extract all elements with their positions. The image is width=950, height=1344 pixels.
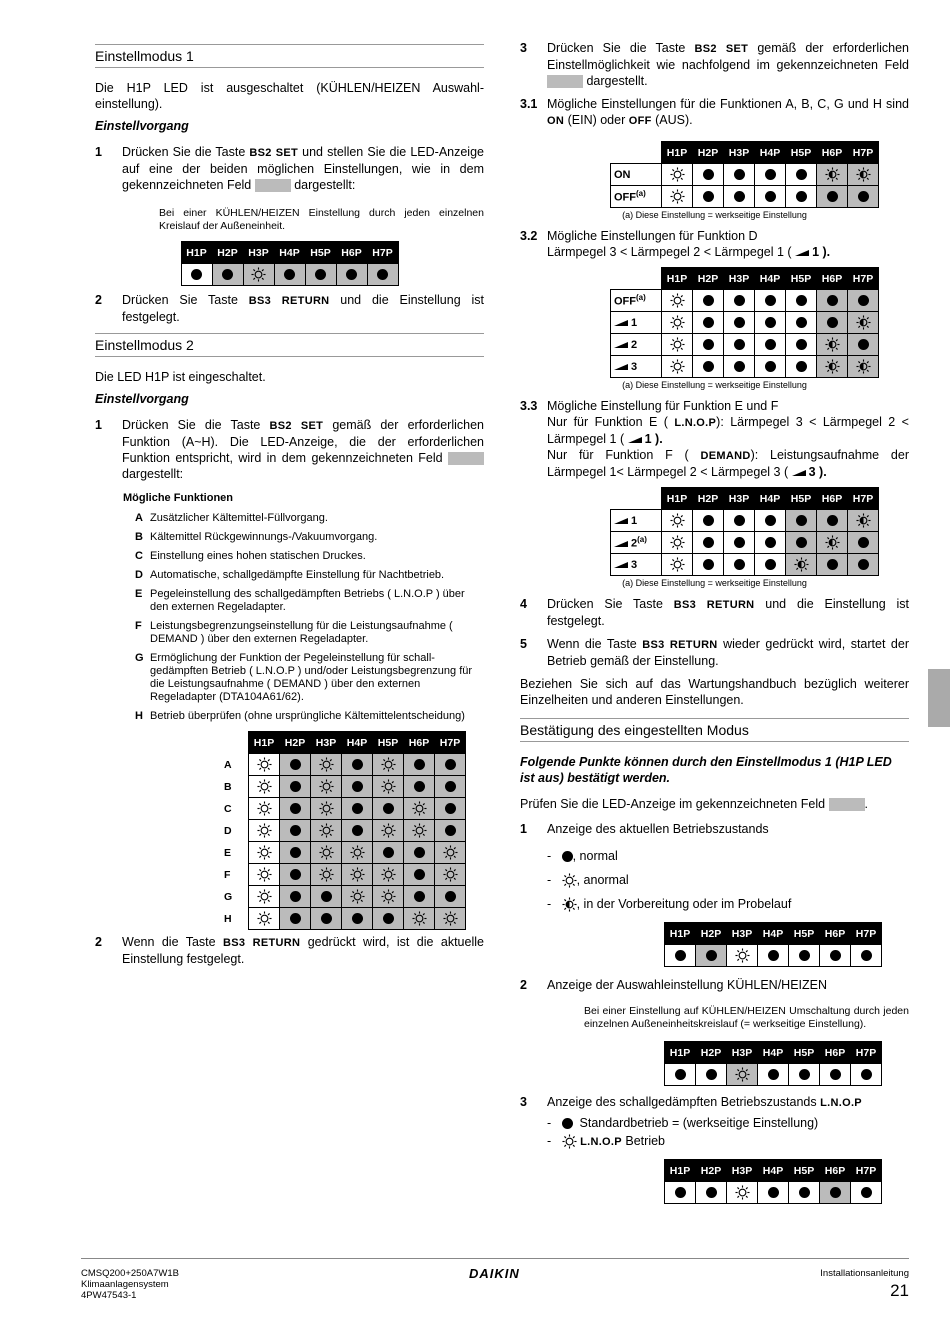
led-blink-icon [825, 337, 840, 352]
led-off-icon [412, 823, 427, 838]
led-header: H2P [693, 488, 724, 510]
led-on-icon [706, 1069, 717, 1080]
led-on-icon [796, 295, 807, 306]
led-on-icon [858, 559, 869, 570]
led-on-icon [321, 913, 332, 924]
led-on-icon [703, 295, 714, 306]
led-blink-icon [856, 359, 871, 374]
row-label: 3 [611, 554, 662, 576]
led-header: H3P [727, 923, 758, 945]
led-header: H5P [786, 142, 817, 164]
led-off-icon [670, 359, 685, 374]
footnote-3-2: (a) Diese Einstellung = werkseitige Einstellung [622, 380, 807, 390]
noise-level-icon [614, 518, 628, 524]
led-header: H6P [336, 242, 367, 264]
led-off-icon [443, 845, 458, 860]
led-on-icon [861, 950, 872, 961]
led-on-icon [414, 781, 425, 792]
led-on-icon [703, 361, 714, 372]
mode1-led-table [181, 241, 399, 286]
confirm-intro: Folgende Punkte können durch den Einstellmodus 1 (H1P LED ist aus) bestätigt werden. [520, 755, 892, 785]
table-3-3 [610, 487, 879, 576]
led-off-icon [735, 948, 750, 963]
led-on-icon [768, 950, 779, 961]
led-on-icon [383, 803, 394, 814]
confirm-2-note: Bei einer Einstellung auf KÜHLEN/HEIZEN Umschaltung durch jeden einzelnen Außeneinheitskreislauf (= werkseitige Einstellung). [584, 1005, 909, 1030]
led-on-icon [765, 191, 776, 202]
led-header: H5P [305, 242, 336, 264]
led-on-icon [858, 537, 869, 548]
step-3: 3 Drücken Sie die Taste BS2 SET gemäß der erforderlichen Einstellmöglichkeit wie nachfolgend im gekennzeichneten Feld dargestellt. [520, 41, 909, 88]
led-header: H1P [662, 142, 693, 164]
led-off-icon [257, 867, 272, 882]
row-label: H [224, 912, 232, 925]
led-on-icon [284, 269, 295, 280]
step-4: 4 Drücken Sie Taste BS3 RETURN und die Einstellung ist festgelegt. [520, 597, 909, 628]
led-on-icon [734, 191, 745, 202]
led-on-icon [765, 169, 776, 180]
led-on-icon [827, 559, 838, 570]
table-3-1 [610, 141, 879, 208]
led-header: H7P [848, 488, 879, 510]
led-header: H5P [789, 1042, 820, 1064]
led-on-icon [799, 1069, 810, 1080]
led-on-icon [445, 825, 456, 836]
row-label: 3 [611, 356, 662, 378]
led-blink-icon [825, 359, 840, 374]
step-5: 5 Wenn die Taste BS3 RETURN wieder gedrückt wird, startet der Betrieb gemäß der Einstellung. [520, 637, 909, 668]
noise-level-icon [614, 342, 628, 348]
led-off-icon [670, 535, 685, 550]
led-on-icon [703, 339, 714, 350]
led-on-icon [796, 339, 807, 350]
led-off-icon [670, 167, 685, 182]
footer-docno: 4PW47543-1 [81, 1290, 137, 1301]
row-label: OFF$^{(a)}$ [611, 186, 662, 208]
led-on-icon [703, 169, 714, 180]
led-header: H7P [435, 732, 466, 754]
table-confirm-1 [664, 922, 882, 967]
led-off-icon [350, 889, 365, 904]
led-header: H4P [758, 1042, 789, 1064]
led-on-icon [765, 537, 776, 548]
procedure-label-2: Einstellvorgang [95, 392, 189, 406]
led-header: H3P [727, 1042, 758, 1064]
led-on-icon [827, 191, 838, 202]
led-header: H6P [820, 1042, 851, 1064]
led-header: H2P [212, 242, 243, 264]
led-header: H1P [662, 488, 693, 510]
mode1-step-2: 2 Drücken Sie Taste BS3 RETURN und die Einstellung ist festgelegt. [95, 293, 484, 324]
page-number: 21 [890, 1281, 909, 1300]
led-on-icon [861, 1187, 872, 1198]
led-header: H2P [696, 923, 727, 945]
mode2-title: Einstellmodus 2 [95, 333, 484, 357]
led-off-icon [319, 779, 334, 794]
row-label: ON [611, 164, 662, 186]
noise-level-icon [614, 562, 628, 568]
led-off-icon [412, 801, 427, 816]
noise-level-icon [614, 364, 628, 370]
led-on-icon [796, 515, 807, 526]
led-on-icon [290, 759, 301, 770]
led-header: H6P [820, 1160, 851, 1182]
procedure-label: Einstellvorgang [95, 119, 189, 133]
led-header: H3P [243, 242, 274, 264]
marked-field-swatch [448, 452, 484, 465]
footer-system: Klimaanlagensystem [81, 1279, 169, 1290]
led-off-icon [319, 801, 334, 816]
mode2-led-table [220, 731, 466, 930]
led-on-icon [352, 759, 363, 770]
led-off-icon [381, 867, 396, 882]
led-on-icon [290, 803, 301, 814]
functions-list: Mögliche Funktionen A Zusätzlicher Kältemittel-Füllvorgang. B Kältemittel Rückgewinnungs-/Vakuumvorgang. C Einstellung eines hohen statischen Druckes. D Automatische, schallgedämpfte Einstellung für Nachtbetrieb. E Pegeleinstellung des schallgedämpften Betriebs ( L.N.O.P ) über den externen Regeladapter. F Leistungsbegrenzungseinstellung für die Leistungsaufnahme ( DEMAND ) über den externen Regeladapter. G Ermöglichung der Funktion der Pegeleinstellung für schall-gedämpften Betrieb ( L.N.O.P ) und/oder Leistungsbegrenzung für die Leistungsaufnahme ( DEMAND ) über den externen Regeladapter (DTA104A61/62). H Betrieb überprüfen (ohne ursprüngliche Kältemittelentscheidung) [123, 492, 484, 723]
led-on-icon [352, 803, 363, 814]
mode1-title: Einstellmodus 1 [95, 44, 484, 68]
noise-level-icon [614, 541, 628, 547]
led-off-icon [257, 911, 272, 926]
led-header: H4P [758, 923, 789, 945]
led-on-icon [414, 759, 425, 770]
led-off-icon [257, 823, 272, 838]
led-off-icon [319, 845, 334, 860]
led-on-icon [352, 913, 363, 924]
led-off-icon [381, 757, 396, 772]
row-label: 2$^{(a)}$ [611, 532, 662, 554]
led-header: H7P [367, 242, 398, 264]
led-off-icon [257, 801, 272, 816]
confirm-3: 3 Anzeige des schallgedämpften Betriebszustands L.N.O.P [520, 1095, 862, 1109]
led-on-icon [703, 191, 714, 202]
led-on-icon [675, 1069, 686, 1080]
marked-field-swatch [829, 798, 865, 811]
led-on-icon [703, 317, 714, 328]
right-column: 3 Drücken Sie die Taste BS2 SET gemäß der erforderlichen Einstellmöglichkeit wie nachfolgend im gekennzeichneten Feld dargestellt. 3.1 Mögliche Einstellungen für die Funktionen A, B, C, G und H sind ON (EIN) oder OFF (AUS). H1P H2P H3P H4P H5P H6P H7P ON OFF$^{(a)}$ (a) Diese Einstellung = werkseitige Einstellung 3.2 Mögliche Einstellungen für Funktion D Lärmpegel 3 < Lärmpegel 2 < Lärmpegel 1 ( 1 ). H1P H2P H3P H4P H5P H6P H7P OFF$^{(a)}$ 1 2 3 (a) Diese Einstellung = werkseitige Einstellung 3.3 Mögliche Einstellung für Funktion E und F Nur für Funktion E ( L.N.O.P): Lärmpegel 3 < Lärmpegel 2 < Lärmpegel 1 ( 1 ). Nur für Funktion F ( DEMAND): Leistungsaufnahme der Lärmpegel 1< Lärmpegel 2 < Lärmpegel 3 ( 3 ). H1P H2P H3P H4P H5P H6P H7P 1 2$^{(a)}$ 3 (a) Diese Einstellung = werkseitige Einstellung 4 Drücken Sie Taste BS3 RETURN und die Einstellung ist festgelegt. 5 Wenn die Taste BS3 RETURN wieder gedrückt wird, startet der Betrieb gemäß der Einstellung. Beziehen Sie sich auf das Wartungshandbuch bezüglich weiterer Einzelheiten und anderen Einstellungen. Bestätigung des eingestellten Modus Folgende Punkte können durch den Einstellmodus 1 (H1P LED ist aus) bestätigt werden. Prüfen Sie die LED-Anzeige im gekennzeichneten Feld . 1 Anzeige des aktuellen Betriebszustands - , normal - , anormal - , in der Vorbereitung oder im Probelauf H1P H2P H3P H4P H5P H6P H7P 2 Anzeige der Auswahleinstellung KÜHLEN/HEIZEN Bei einer Einstellung auf KÜHLEN/HEIZEN Umschaltung durch jeden einzelnen Außeneinheitskreislauf (= werkseitige Einstellung). H1P H2P H3P H4P H5P H6P H7P 3 Anzeige des schallgedämpften Betriebszustands L.N.O.P - Standardbetrieb = (werkseitige Einstellung) - L.N.O.P Betrieb H1P H2P H3P H4P H5P H6P H7P [520, 40, 909, 1204]
led-on-icon [799, 1187, 810, 1198]
functions-head: Mögliche Funktionen [123, 492, 233, 504]
led-on-icon [734, 169, 745, 180]
led-off-icon [735, 1185, 750, 1200]
row-label: B [224, 780, 232, 793]
led-blink-icon [856, 513, 871, 528]
led-on-icon [321, 891, 332, 902]
led-on-icon [445, 759, 456, 770]
led-on-icon [675, 1187, 686, 1198]
footer [81, 1258, 909, 1301]
mode2-step-1: 1 Drücken Sie die Taste BS2 SET gemäß der erforderlichen Funktion (A~H). Die LED-Anzeige, die der erforderlichen Funktion entspricht, wird in dem gekennzeichneten Feld dargestellt: [95, 418, 484, 481]
led-on-icon [562, 1118, 573, 1129]
led-off-icon [350, 845, 365, 860]
led-on-icon [796, 169, 807, 180]
led-header: H6P [817, 488, 848, 510]
led-off-icon [319, 757, 334, 772]
led-blink-icon [825, 167, 840, 182]
step-3-2: 3.2 Mögliche Einstellungen für Funktion D Lärmpegel 3 < Lärmpegel 2 < Lärmpegel 1 ( 1 ). [520, 229, 831, 259]
reference-text: Beziehen Sie sich auf das Wartungshandbuch bezüglich weiterer Einzelheiten und anderen Einstellungen. [520, 677, 909, 707]
led-on-icon [861, 1069, 872, 1080]
led-on-icon [858, 295, 869, 306]
led-off-icon [443, 911, 458, 926]
led-header: H5P [373, 732, 404, 754]
step-3-1: 3.1 Mögliche Einstellungen für die Funktionen A, B, C, G und H sind ON (EIN) oder OFF (AUS). [520, 97, 909, 127]
led-header: H4P [342, 732, 373, 754]
led-header: H6P [817, 142, 848, 164]
row-label: D [224, 824, 232, 837]
led-header: H2P [696, 1042, 727, 1064]
led-header: H7P [848, 268, 879, 290]
led-on-icon [827, 295, 838, 306]
led-on-icon [830, 1187, 841, 1198]
led-header: H2P [696, 1160, 727, 1182]
table-confirm-3 [664, 1159, 882, 1204]
led-header: H7P [851, 923, 882, 945]
led-header: H1P [665, 923, 696, 945]
led-on-icon [734, 295, 745, 306]
row-label: C [224, 802, 232, 815]
mode1-note: Bei einer KÜHLEN/HEIZEN Einstellung durch jeden einzelnen Kreislauf der Außeneinheit. [159, 207, 484, 232]
led-on-icon [765, 317, 776, 328]
footer-model: CMSQ200+250A7W1B [81, 1268, 179, 1279]
led-on-icon [383, 847, 394, 858]
row-label: 2 [611, 334, 662, 356]
led-off-icon [257, 845, 272, 860]
led-on-icon [765, 515, 776, 526]
marked-field-swatch [255, 179, 291, 192]
led-on-icon [734, 361, 745, 372]
led-off-icon [381, 779, 396, 794]
led-on-icon [799, 950, 810, 961]
led-on-icon [414, 891, 425, 902]
row-label: F [224, 868, 231, 881]
led-on-icon [445, 803, 456, 814]
row-label: 1 [611, 510, 662, 532]
led-off-icon [735, 1067, 750, 1082]
led-on-icon [352, 825, 363, 836]
led-on-icon [222, 269, 233, 280]
led-on-icon [352, 781, 363, 792]
legend-list: - , normal - , anormal - , in der Vorbereitung oder im Probelauf [547, 849, 792, 911]
led-on-icon [765, 559, 776, 570]
led-header: H4P [755, 488, 786, 510]
marked-field-swatch [547, 75, 583, 88]
led-on-icon [346, 269, 357, 280]
led-on-icon [290, 913, 301, 924]
led-header: H3P [724, 268, 755, 290]
led-on-icon [734, 559, 745, 570]
led-header: H3P [727, 1160, 758, 1182]
step-3-3: 3.3 Mögliche Einstellung für Funktion E und F Nur für Funktion E ( L.N.O.P): Lärmpegel 3 < Lärmpegel 2 < Lärmpegel 1 ( 1 ). Nur für Funktion F ( DEMAND): Leistungsaufnahme der Lärmpegel 1< Lärmpegel 2 < Lärmpegel 3 ( 3 ). [520, 399, 909, 479]
led-off-icon [319, 867, 334, 882]
led-on-icon [830, 1069, 841, 1080]
led-header: H4P [755, 268, 786, 290]
led-on-icon [827, 317, 838, 328]
led-header: H5P [789, 1160, 820, 1182]
led-on-icon [706, 1187, 717, 1198]
led-header: H6P [817, 268, 848, 290]
noise-level-icon [614, 320, 628, 326]
led-header: H5P [789, 923, 820, 945]
led-off-icon [251, 267, 266, 282]
row-label: OFF$^{(a)}$ [611, 290, 662, 312]
row-label: A [224, 758, 232, 771]
led-on-icon [796, 361, 807, 372]
led-on-icon [290, 869, 301, 880]
led-on-icon [315, 269, 326, 280]
led-blink-icon [856, 315, 871, 330]
led-on-icon [562, 851, 573, 862]
led-header: H4P [758, 1160, 789, 1182]
led-on-icon [768, 1069, 779, 1080]
led-on-icon [377, 269, 388, 280]
row-label: 1 [611, 312, 662, 334]
led-on-icon [734, 339, 745, 350]
led-on-icon [414, 847, 425, 858]
footnote-3-3: (a) Diese Einstellung = werkseitige Einstellung [622, 578, 807, 588]
confirm-title: Bestätigung des eingestellten Modus [520, 718, 909, 742]
led-on-icon [734, 537, 745, 548]
led-header: H5P [786, 488, 817, 510]
led-header: H7P [851, 1160, 882, 1182]
led-on-icon [765, 339, 776, 350]
led-blink-icon [825, 535, 840, 550]
led-on-icon [765, 361, 776, 372]
led-on-icon [734, 317, 745, 328]
led-header: H1P [665, 1042, 696, 1064]
mode1-step-1: 1 Drücken Sie die Taste BS2 SET und stellen Sie die LED-Anzeige auf eine der beiden möglichen Einstellungen, wie in dem gekennzeichneten Feld dargestellt: [95, 145, 484, 192]
led-on-icon [675, 950, 686, 961]
led-header: H3P [724, 488, 755, 510]
led-on-icon [706, 950, 717, 961]
led-on-icon [290, 781, 301, 792]
led-header: H3P [311, 732, 342, 754]
led-header: H5P [786, 268, 817, 290]
led-off-icon [670, 557, 685, 572]
led-blink-icon [562, 897, 577, 912]
footnote-3-1: (a) Diese Einstellung = werkseitige Einstellung [622, 210, 807, 220]
led-off-icon [412, 911, 427, 926]
led-on-icon [796, 317, 807, 328]
led-blink-icon [794, 557, 809, 572]
table-3-2 [610, 267, 879, 378]
mode2-led-table-wrap [95, 731, 484, 930]
led-on-icon [734, 515, 745, 526]
led-off-icon [562, 873, 577, 888]
side-tab [928, 669, 950, 727]
led-on-icon [827, 515, 838, 526]
led-off-icon [319, 823, 334, 838]
led-header: H1P [665, 1160, 696, 1182]
led-off-icon [670, 513, 685, 528]
led-off-icon [257, 757, 272, 772]
led-header: H4P [274, 242, 305, 264]
led-header: H3P [724, 142, 755, 164]
led-off-icon [381, 823, 396, 838]
led-on-icon [796, 191, 807, 202]
led-header: H2P [280, 732, 311, 754]
mode1-led-table-wrap [95, 241, 484, 286]
led-on-icon [768, 1187, 779, 1198]
led-off-icon [350, 867, 365, 882]
led-on-icon [445, 891, 456, 902]
confirm-2: 2 Anzeige der Auswahleinstellung KÜHLEN/HEIZEN [520, 978, 827, 992]
led-header: H7P [848, 142, 879, 164]
led-header: H2P [693, 142, 724, 164]
led-header: H1P [249, 732, 280, 754]
led-on-icon [445, 781, 456, 792]
led-header: H2P [693, 268, 724, 290]
table-confirm-2 [664, 1041, 882, 1086]
led-on-icon [290, 825, 301, 836]
led-header: H6P [820, 923, 851, 945]
led-blink-icon [856, 167, 871, 182]
led-off-icon [670, 315, 685, 330]
led-on-icon [703, 515, 714, 526]
led-on-icon [858, 339, 869, 350]
row-label: E [224, 846, 232, 859]
led-off-icon [670, 337, 685, 352]
led-header: H1P [662, 268, 693, 290]
led-off-icon [443, 867, 458, 882]
led-off-icon [257, 889, 272, 904]
led-on-icon [290, 891, 301, 902]
led-header: H6P [404, 732, 435, 754]
led-header: H7P [851, 1042, 882, 1064]
led-on-icon [703, 537, 714, 548]
led-off-icon [670, 189, 685, 204]
row-label: G [224, 890, 233, 903]
footer-manual: Installationsanleitung [820, 1268, 909, 1279]
mode2-intro: Die LED H1P ist eingeschaltet. [95, 370, 266, 384]
led-on-icon [796, 537, 807, 548]
led-on-icon [414, 869, 425, 880]
led-off-icon [562, 1134, 577, 1149]
led-header: H4P [755, 142, 786, 164]
led-header: H1P [181, 242, 212, 264]
daikin-logo: DAIKIN [469, 1266, 520, 1281]
led-off-icon [257, 779, 272, 794]
led-on-icon [858, 191, 869, 202]
led-on-icon [191, 269, 202, 280]
led-on-icon [290, 847, 301, 858]
noise-level-icon [795, 250, 809, 256]
led-on-icon [383, 913, 394, 924]
mode2-step-2: 2 Wenn die Taste BS3 RETURN gedrückt wird, ist die aktuelle Einstellung festgelegt. [95, 935, 484, 966]
led-on-icon [703, 559, 714, 570]
led-off-icon [381, 889, 396, 904]
led-on-icon [830, 950, 841, 961]
mode1-intro: Die H1P LED ist ausgeschaltet (KÜHLEN/HEIZEN Auswahl-einstellung). [95, 81, 484, 111]
confirm-1: 1 Anzeige des aktuellen Betriebszustands [520, 822, 769, 836]
left-column [95, 40, 484, 974]
led-off-icon [670, 293, 685, 308]
led-on-icon [765, 295, 776, 306]
